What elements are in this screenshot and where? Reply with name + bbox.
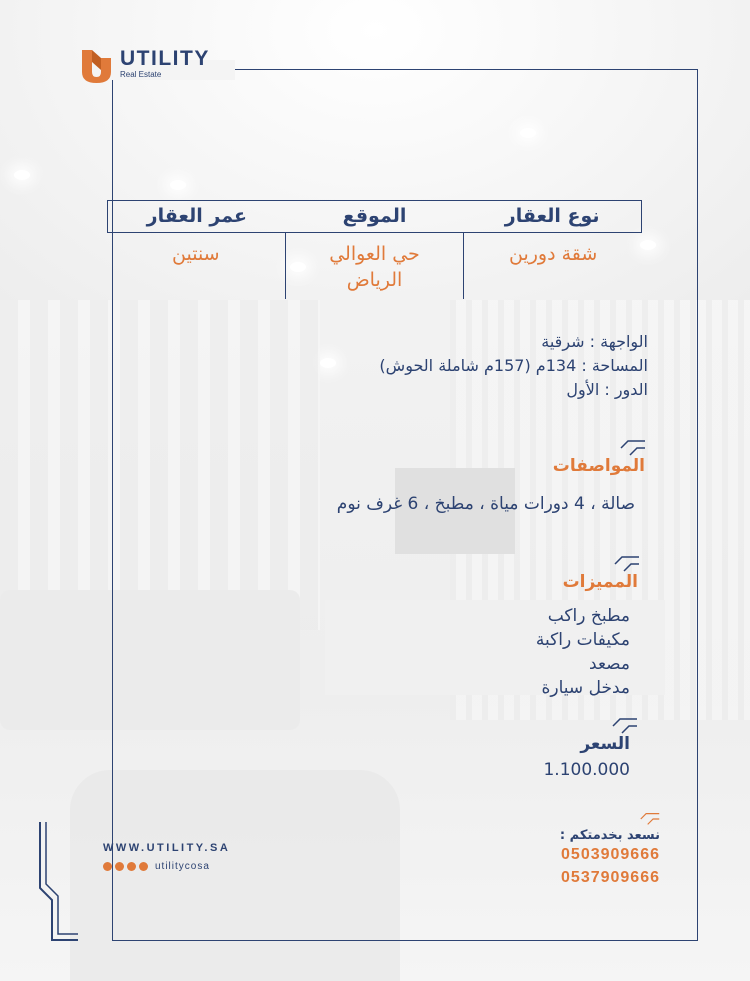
header-property-type: نوع العقار xyxy=(504,205,600,227)
header-location: الموقع xyxy=(342,205,407,227)
property-details xyxy=(379,330,648,402)
feature-item: مصعد xyxy=(589,654,630,674)
contact-block xyxy=(560,828,660,889)
frame-corner-decoration xyxy=(38,822,82,944)
website-link[interactable]: WWW.UTILITY.SA xyxy=(103,842,231,854)
detail-facade: الواجهة : شرقية xyxy=(541,332,648,351)
detail-area: المساحة : 134م (157م شاملة الحوش) xyxy=(379,356,648,375)
feature-item: مطبخ راكب xyxy=(547,606,630,626)
section-bracket-icon xyxy=(640,812,660,826)
value-location: حي العوالي الرياض xyxy=(286,233,465,299)
utility-logo-icon xyxy=(80,48,113,85)
value-property-age: سنتين xyxy=(107,233,286,299)
snapchat-icon[interactable] xyxy=(115,862,124,871)
x-icon[interactable] xyxy=(127,862,136,871)
phone-number[interactable]: 0503909666 xyxy=(561,846,660,863)
detail-floor: الدور : الأول xyxy=(566,380,648,399)
web-social-block xyxy=(103,842,230,872)
instagram-icon[interactable] xyxy=(103,862,112,871)
feature-item: مكيفات راكبة xyxy=(535,630,630,650)
features-list xyxy=(536,604,630,700)
price-title: السعر xyxy=(580,734,630,754)
specs-title: المواصفات xyxy=(552,456,645,476)
phone-number[interactable]: 0537909666 xyxy=(561,869,660,886)
feature-item: مدخل سيارة xyxy=(541,678,630,698)
price-value: 1.100.000 xyxy=(543,760,630,780)
property-summary-table xyxy=(107,200,642,299)
specs-text: صالة ، 4 دورات مياة ، مطبخ ، 6 غرف نوم xyxy=(336,494,635,514)
features-title: المميزات xyxy=(562,572,638,592)
section-bracket-icon xyxy=(612,718,638,734)
value-property-type: شقة دورين xyxy=(509,243,598,265)
brand-subtitle: Real Estate xyxy=(120,70,162,79)
contact-label: نسعد بخدمتكم : xyxy=(559,828,660,843)
social-handle[interactable]: utilitycosa xyxy=(155,861,210,872)
section-bracket-icon xyxy=(620,440,646,456)
brand-name: UTILITY xyxy=(120,47,210,70)
brand-logo xyxy=(80,48,210,85)
section-bracket-icon xyxy=(614,556,640,572)
tiktok-icon[interactable] xyxy=(139,862,148,871)
header-property-age: عمر العقار xyxy=(146,205,247,227)
